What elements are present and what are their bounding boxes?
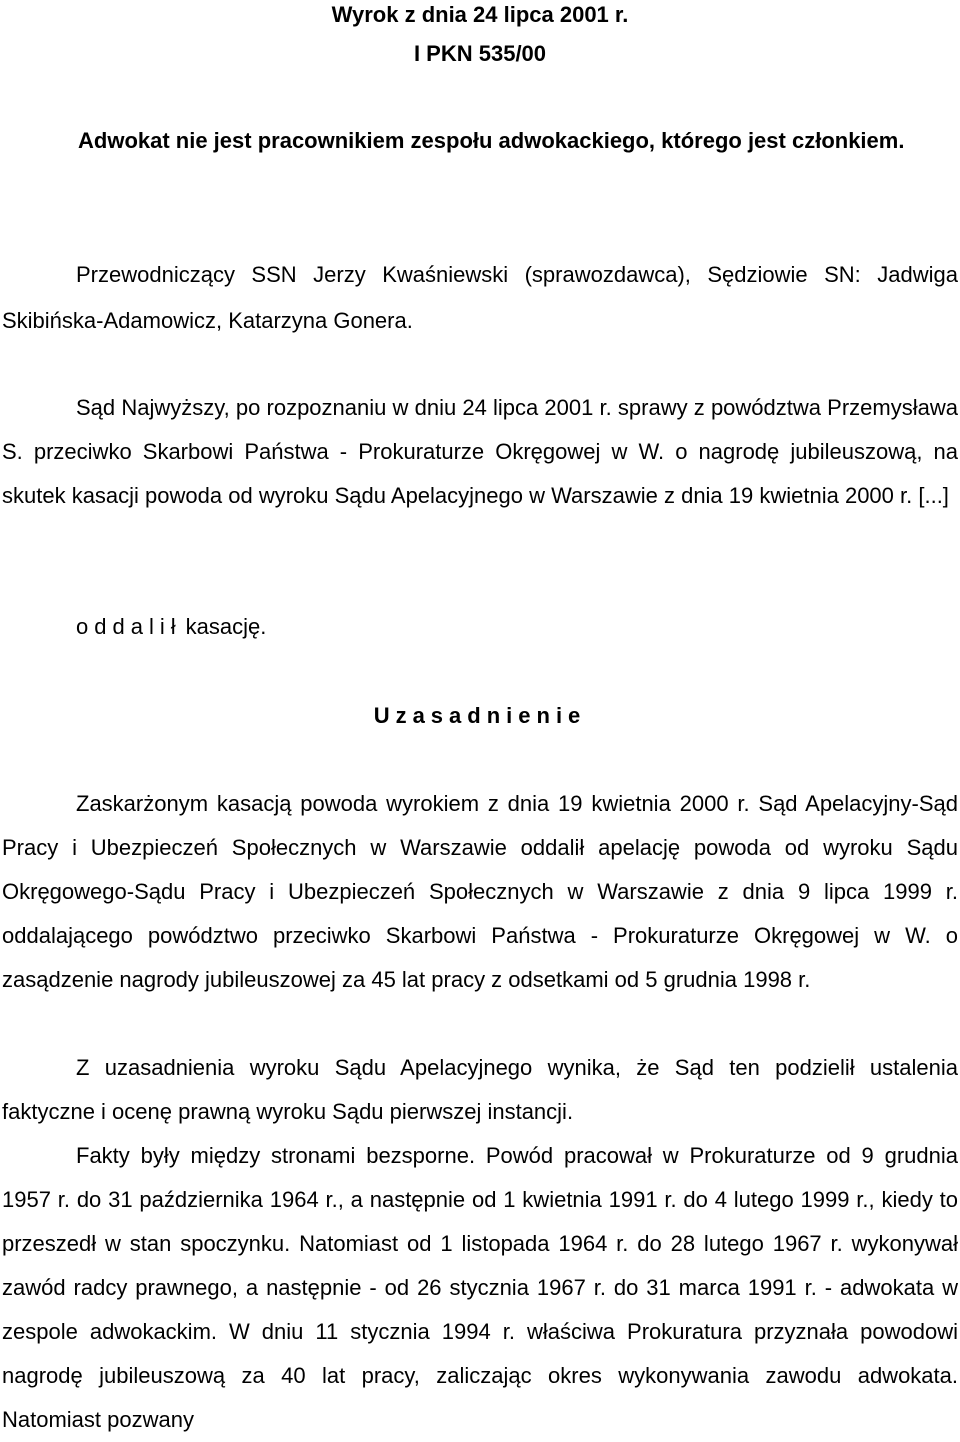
headnote: Adwokat nie jest pracownikiem zespołu adwokackiego, którego jest członkiem. — [78, 128, 905, 153]
justification-paragraph-2: Z uzasadnienia wyroku Sądu Apelacyjnego wynika, że Sąd ten podzielił ustalenia faktyczne i ocenę prawną wyroku Sądu pierwszej instancji. — [2, 1055, 958, 1124]
panel-composition: Przewodniczący SSN Jerzy Kwaśniewski (sprawozdawca), Sędziowie SN: Jadwiga Skibińska-Adamowicz, Katarzyna Gonera. — [2, 262, 958, 333]
verdict-spaced-word: oddalił — [76, 614, 182, 639]
justification-heading: Uzasadnienie — [373, 703, 587, 728]
justification-paragraph-3: Fakty były między stronami bezsporne. Powód pracował w Prokuraturze od 9 grudnia 1957 r. do 31 października 1964 r., a następnie od 1 kwietnia 1991 r. do 4 lutego 1999 r., kiedy to przeszedł w stan spoczynku. Natomiast od 1 listopada 1964 r. do 28 lutego 1967 r. wykonywał zawód radcy prawnego, a następnie - od 26 stycznia 1967 r. do 31 marca 1991 r. - adwokata w zespole adwokackim. W dniu 11 stycznia 1994 r. właściwa Prokuratura przyznała powodowi nagrodę jubileuszową za 40 lat pracy, zaliczając okres wykonywania zawodu adwokata. Natomiast pozwany — [2, 1143, 958, 1432]
verdict — [76, 614, 266, 640]
judgment-title: Wyrok z dnia 24 lipca 2001 r. — [331, 2, 629, 27]
verdict-object: kasację. — [185, 614, 267, 639]
justification-paragraph-1: Zaskarżonym kasacją powoda wyrokiem z dnia 19 kwietnia 2000 r. Sąd Apelacyjny-Sąd Pracy i Ubezpieczeń Społecznych w Warszawie oddalił apelację powoda od wyroku Sądu Okręgowego-Sądu Pracy i Ubezpieczeń Społecznych w Warszawie z dnia 9 lipca 1999 r. oddalającego powództwo przeciwko Skarbowi Państwa - Prokuraturze Okręgowej w W. o zasądzenie nagrody jubileuszowej za 45 lat pracy z odsetkami od 5 grudnia 1998 r. — [2, 791, 958, 992]
ruling-intro: Sąd Najwyższy, po rozpoznaniu w dniu 24 lipca 2001 r. sprawy z powództwa Przemysława S. przeciwko Skarbowi Państwa - Prokuraturze Okręgowej w W. o nagrodę jubileuszową, na skutek kasacji powoda od wyroku Sądu Apelacyjnego w Warszawie z dnia 19 kwietnia 2000 r. [...] — [2, 395, 958, 508]
case-number: I PKN 535/00 — [413, 41, 547, 66]
